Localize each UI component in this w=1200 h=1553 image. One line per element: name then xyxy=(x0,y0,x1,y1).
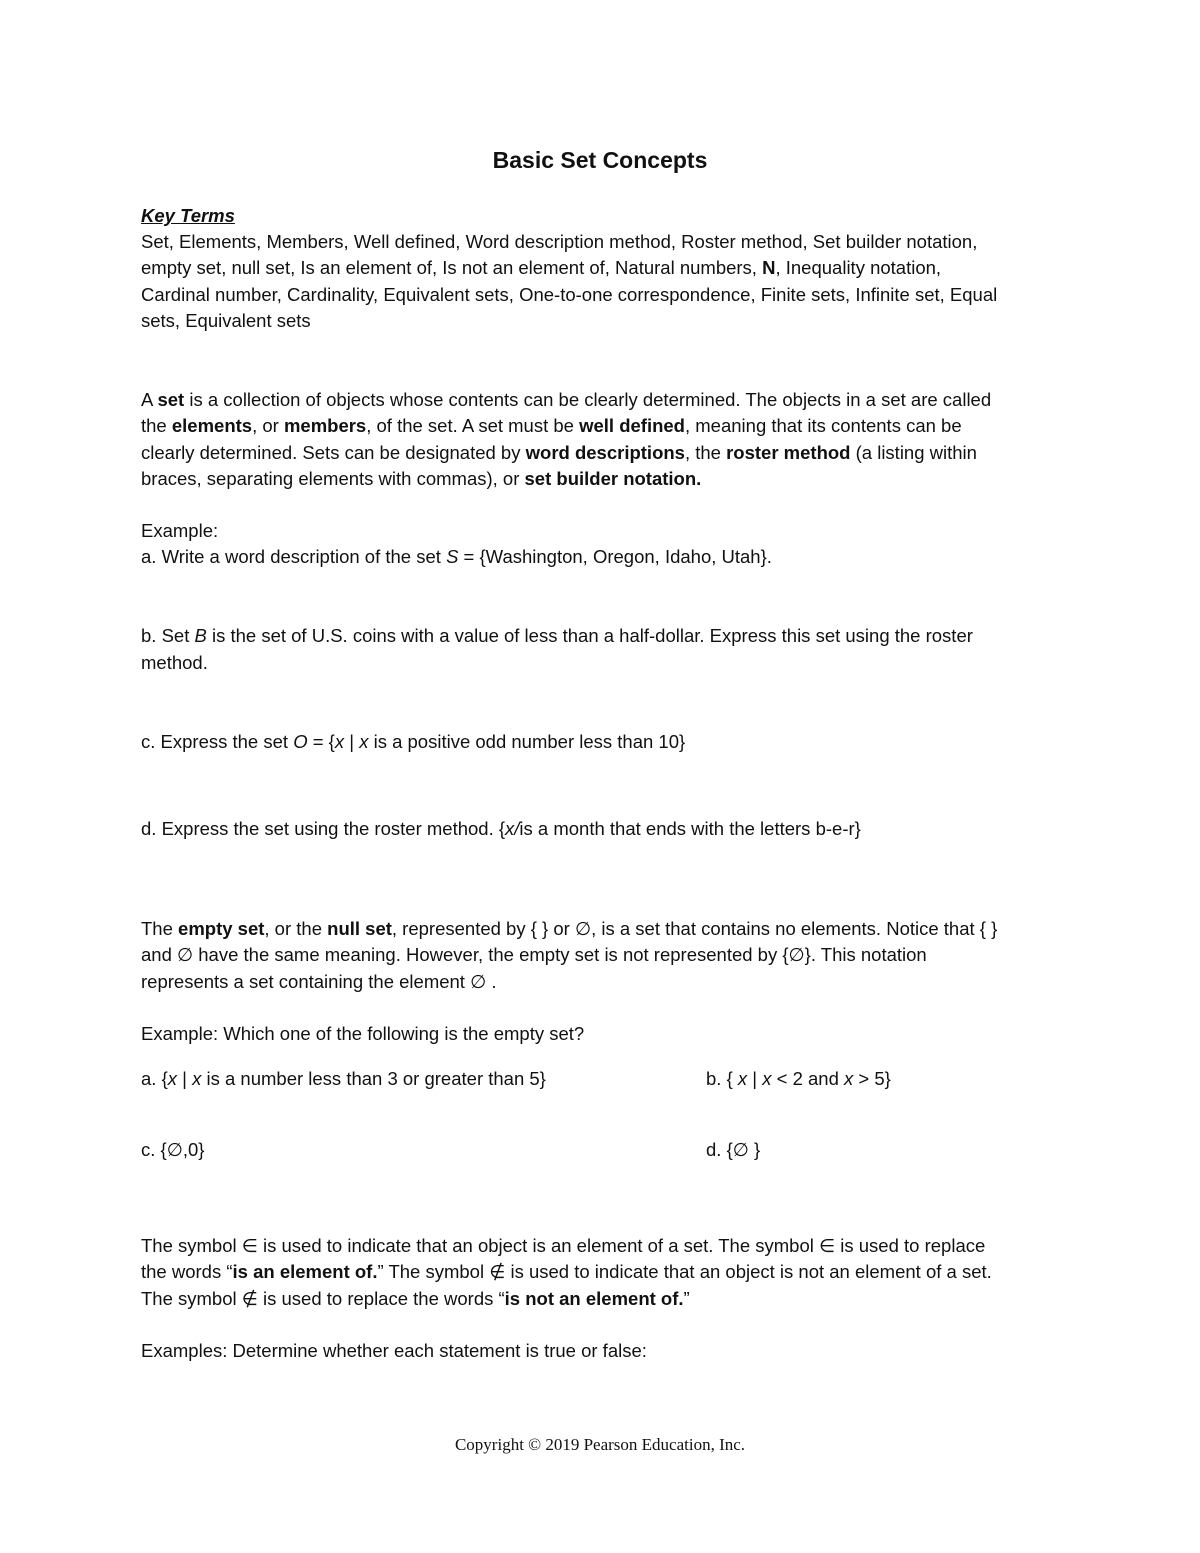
key-terms-heading: Key Terms xyxy=(141,205,235,226)
empty-set-line-1: The empty set, or the null set, represented by { } or ∅, is a set that contains no elements. Notice that { } xyxy=(141,918,998,939)
key-terms-line-2: empty set, null set, Is an element of, Is not an element of, Natural numbers, N, Inequality notation, xyxy=(141,257,942,278)
example-2-option-c: c. {∅,0} xyxy=(141,1139,205,1160)
example-2-option-b: b. { x | x < 2 and x > 5} xyxy=(706,1068,891,1089)
example-1-d: d. Express the set using the roster method. {x/is a month that ends with the letters b-e-r} xyxy=(141,818,861,839)
example-2-heading: Example: Which one of the following is the empty set? xyxy=(141,1023,585,1044)
intro-line-2: the elements, or members, of the set. A set must be well defined, meaning that its contents can be xyxy=(141,415,962,436)
key-terms-line-1: Set, Elements, Members, Well defined, Word description method, Roster method, Set builder notation, xyxy=(141,231,978,252)
page-title: Basic Set Concepts xyxy=(492,147,708,173)
example-1-b-cont: method. xyxy=(141,652,208,673)
empty-set-line-2: and ∅ have the same meaning. However, the empty set is not represented by {∅}. This notation xyxy=(141,944,927,965)
examples-3-heading: Examples: Determine whether each statement is true or false: xyxy=(141,1340,647,1361)
symbols-line-1: The symbol ∈ is used to indicate that an object is an element of a set. The symbol ∈ is used to replace xyxy=(141,1235,986,1256)
key-terms-line-4: sets, Equivalent sets xyxy=(141,310,311,331)
intro-line-4: braces, separating elements with commas), or set builder notation. xyxy=(141,468,702,489)
example-2-option-d: d. {∅ } xyxy=(706,1139,761,1160)
intro-line-1: A set is a collection of objects whose contents can be clearly determined. The objects in a set are called xyxy=(141,389,992,410)
example-1-heading: Example: xyxy=(141,520,219,541)
intro-line-3: clearly determined. Sets can be designated by word descriptions, the roster method (a listing within xyxy=(141,442,977,463)
empty-set-line-3: represents a set containing the element ∅ . xyxy=(141,971,497,992)
example-1-c: c. Express the set O = {x | x is a positive odd number less than 10} xyxy=(141,731,686,752)
symbols-line-3: The symbol ∉ is used to replace the words “is not an element of.” xyxy=(141,1288,690,1309)
example-1-b: b. Set B is the set of U.S. coins with a value of less than a half-dollar. Express this set using the roster xyxy=(141,625,973,646)
copyright-footer: Copyright © 2019 Pearson Education, Inc. xyxy=(454,1435,746,1454)
key-terms-line-3: Cardinal number, Cardinality, Equivalent sets, One-to-one correspondence, Finite sets, Infinite set, Equal xyxy=(141,284,998,305)
symbols-line-2: the words “is an element of.” The symbol ∉ is used to indicate that an object is not an element of a set. xyxy=(141,1261,992,1282)
example-1-a: a. Write a word description of the set S = {Washington, Oregon, Idaho, Utah}. xyxy=(141,546,772,567)
example-2-option-a: a. {x | x is a number less than 3 or greater than 5} xyxy=(141,1068,546,1089)
